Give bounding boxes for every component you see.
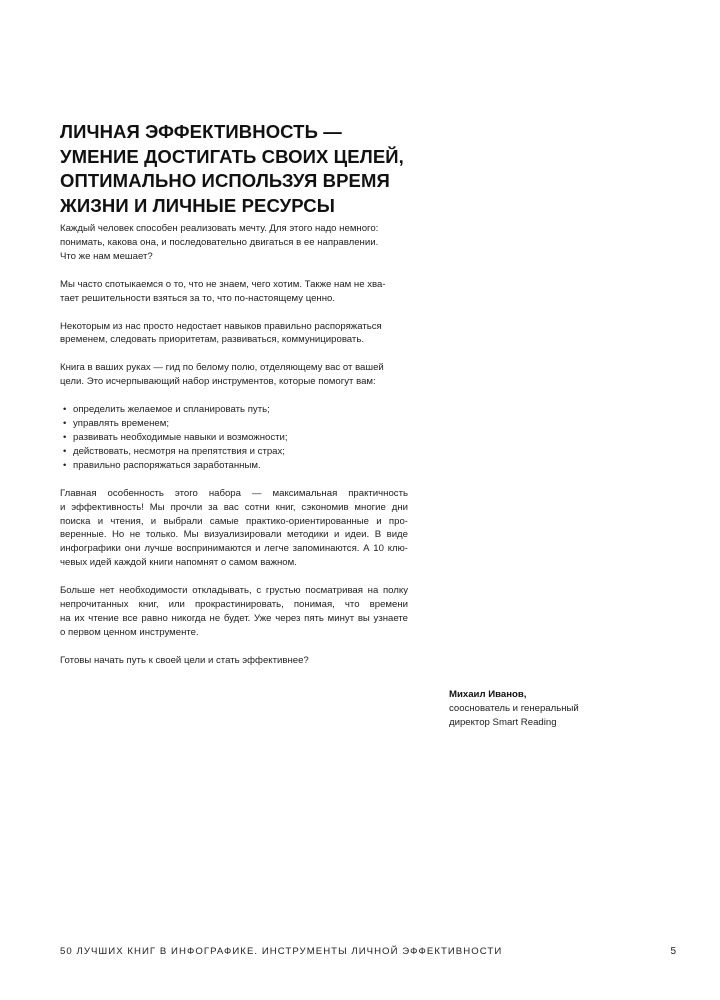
list-item-text: управлять временем; (73, 418, 169, 430)
heading-line: ЖИЗНИ И ЛИЧНЫЕ РЕСУРСЫ (60, 194, 335, 216)
list-item-text: правильно распоряжаться заработанным. (73, 459, 261, 471)
list-item (60, 431, 408, 445)
heading-line: ЛИЧНАЯ ЭФФЕКТИВНОСТЬ — (60, 121, 342, 142)
list-item-text: действовать, несмотря на препятствия и страх; (73, 445, 285, 457)
text-line: непрочитанных книг, или прокрастинировать, понимая, что времени (60, 599, 408, 611)
text-line: тает решительности взяться за то, что по-настоящему ценно. (60, 292, 336, 304)
paragraph-obstacles (60, 278, 408, 306)
text-line: Главная особенность этого набора — максимальная практичность (60, 487, 408, 499)
text-line: веренные. Но не только. Мы визуализировали методики и идеи. В виде (60, 529, 408, 541)
text-line: о первом ценном инструменте. (60, 626, 199, 638)
text-line: Больше нет необходимости откладывать, с грустью посматривая на полку (60, 585, 408, 597)
list-item-text: определить желаемое и спланировать путь; (73, 404, 270, 416)
text-line: поиска и чтения, и выбрали самые практико-ориентированные и про- (60, 515, 408, 527)
list-item (60, 403, 408, 417)
page-heading (60, 120, 440, 218)
list-item (60, 445, 408, 459)
paragraph-skills (60, 320, 408, 348)
running-footer: 50 ЛУЧШИХ КНИГ В ИНФОГРАФИКЕ. ИНСТРУМЕНТЫ ЛИЧНОЙ ЭФФЕКТИВНОСТИ (60, 946, 503, 957)
text-line: Что же нам мешает? (60, 250, 153, 262)
text-line: чевых идей каждой книги напомнят о самом важном. (60, 557, 297, 569)
bullet-icon: • (63, 445, 67, 457)
page-number: 5 (670, 946, 676, 957)
bullet-icon: • (63, 404, 67, 416)
paragraph-intro (60, 222, 408, 264)
paragraph-call-to-action (60, 654, 408, 668)
list-item-text: развивать необходимые навыки и возможности; (73, 431, 288, 443)
text-line: Каждый человек способен реализовать мечту. Для этого надо немного: (60, 223, 379, 234)
heading-line: ОПТИМАЛЬНО ИСПОЛЬЗУЯ ВРЕМЯ (60, 170, 390, 191)
text-line: Готовы начать путь к своей цели и стать эффективнее? (60, 654, 309, 666)
list-item (60, 417, 408, 431)
bullet-icon: • (63, 459, 67, 471)
text-line: Мы часто спотыкаемся о то, что не знаем, чего хотим. Также нам не хва- (60, 278, 386, 290)
text-line: понимать, какова она, и последовательно двигаться в ее направлении. (60, 236, 379, 248)
author-name: Михаил Иванов, (449, 689, 527, 700)
text-line: временем, следовать приоритетам, развиваться, коммуницировать. (60, 334, 364, 346)
list-item (60, 459, 408, 473)
heading-line: УМЕНИЕ ДОСТИГАТЬ СВОИХ ЦЕЛЕЙ, (60, 145, 404, 167)
author-signature (449, 688, 649, 730)
text-line: на их чтение все равно никогда не будет. Уже через пять минут вы узнаете (60, 612, 408, 624)
text-line: и эффективность! Мы прочли за вас сотни книг, сэкономив многие дни (60, 501, 408, 513)
text-line: Некоторым из нас просто недостает навыков правильно распоряжаться (60, 320, 382, 332)
bullet-icon: • (63, 431, 67, 443)
text-line: инфографики они лучше воспринимаются и легче запоминаются. А 10 клю- (60, 543, 408, 555)
bullet-icon: • (63, 418, 67, 430)
text-line: Книга в ваших руках — гид по белому полю, отделяющему вас от вашей (60, 362, 384, 374)
tools-bullet-list (60, 403, 408, 473)
paragraph-features (60, 487, 408, 570)
text-line: цели. Это исчерпывающий набор инструментов, которые помогут вам: (60, 376, 376, 388)
paragraph-guide (60, 361, 408, 389)
author-role-line: директор Smart Reading (449, 716, 557, 728)
body-text (60, 222, 408, 682)
author-role-line: сооснователь и генеральный (449, 702, 579, 714)
paragraph-no-delay (60, 584, 408, 640)
